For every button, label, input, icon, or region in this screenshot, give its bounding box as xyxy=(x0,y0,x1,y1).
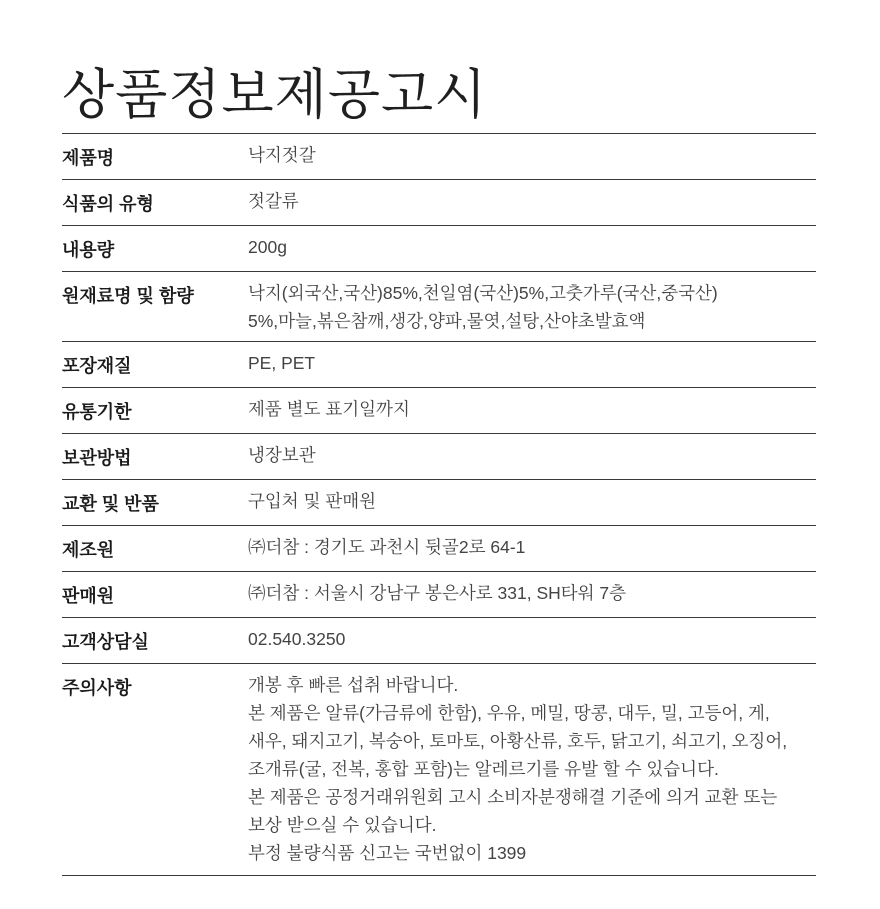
row-value xyxy=(248,342,816,387)
row-label: 원재료명 및 함량 xyxy=(62,286,194,306)
row-value xyxy=(248,572,816,617)
row-value xyxy=(248,664,816,875)
value-line: 낙지(외국산,국산)85%,천일염(국산)5%,고춧가루(국산,중국산) xyxy=(248,283,718,303)
table-row xyxy=(62,618,816,664)
row-label: 주의사항 xyxy=(62,678,132,698)
page-title: 상품정보제공고시 xyxy=(62,65,488,125)
row-value xyxy=(248,526,816,571)
row-value xyxy=(248,618,816,663)
value-line: 제품 별도 표기일까지 xyxy=(248,399,410,419)
value-line: ㈜더참 : 경기도 과천시 뒷골2로 64-1 xyxy=(248,537,526,557)
table-row xyxy=(62,664,816,876)
row-label: 포장재질 xyxy=(62,356,132,376)
value-line: ㈜더참 : 서울시 강남구 봉은사로 331, SH타워 7층 xyxy=(248,583,627,603)
table-row xyxy=(62,388,816,434)
table-row xyxy=(62,180,816,226)
row-value xyxy=(248,480,816,525)
value-line: 구입처 및 판매원 xyxy=(248,491,377,511)
row-label: 유통기한 xyxy=(62,402,132,422)
value-line: 개봉 후 빠른 섭취 바랍니다. xyxy=(248,675,459,695)
value-line: 본 제품은 공정거래위원회 고시 소비자분쟁해결 기준에 의거 교환 또는 xyxy=(248,787,778,807)
row-label: 제조원 xyxy=(62,540,115,560)
value-line: 젓갈류 xyxy=(248,191,299,211)
value-line: 보상 받으실 수 있습니다. xyxy=(248,815,437,835)
table-row xyxy=(62,342,816,388)
table-row xyxy=(62,526,816,572)
product-info-table xyxy=(62,133,816,876)
value-line: 냉장보관 xyxy=(248,445,316,465)
row-value xyxy=(248,134,816,179)
table-row xyxy=(62,226,816,272)
value-line: 낙지젓갈 xyxy=(248,145,316,165)
row-label: 보관방법 xyxy=(62,448,132,468)
row-value xyxy=(248,434,816,479)
value-line: 5%,마늘,볶은참깨,생강,양파,물엿,설탕,산야초발효액 xyxy=(248,311,646,331)
value-line: 부정 불량식품 신고는 국번없이 1399 xyxy=(248,843,527,863)
row-label: 교환 및 반품 xyxy=(62,494,159,514)
row-label: 내용량 xyxy=(62,240,115,260)
row-label: 제품명 xyxy=(62,148,115,168)
value-line: 새우, 돼지고기, 복숭아, 토마토, 아황산류, 호두, 닭고기, 쇠고기, 오징어, xyxy=(248,731,788,751)
row-value xyxy=(248,272,816,341)
value-line: 조개류(굴, 전복, 홍합 포함)는 알레르기를 유발 할 수 있습니다. xyxy=(248,759,719,779)
value-line: PE, PET xyxy=(248,353,316,373)
value-line: 본 제품은 알류(가금류에 한함), 우유, 메밀, 땅콩, 대두, 밀, 고등어, 게, xyxy=(248,703,770,723)
row-value xyxy=(248,180,816,225)
table-row xyxy=(62,134,816,180)
row-label: 고객상담실 xyxy=(62,632,149,652)
row-value xyxy=(248,226,816,271)
value-line: 200g xyxy=(248,237,287,257)
row-label: 식품의 유형 xyxy=(62,194,154,214)
row-value xyxy=(248,388,816,433)
row-label: 판매원 xyxy=(62,586,115,606)
table-row xyxy=(62,434,816,480)
table-row xyxy=(62,480,816,526)
table-row xyxy=(62,572,816,618)
table-row xyxy=(62,272,816,342)
value-line: 02.540.3250 xyxy=(248,629,346,649)
